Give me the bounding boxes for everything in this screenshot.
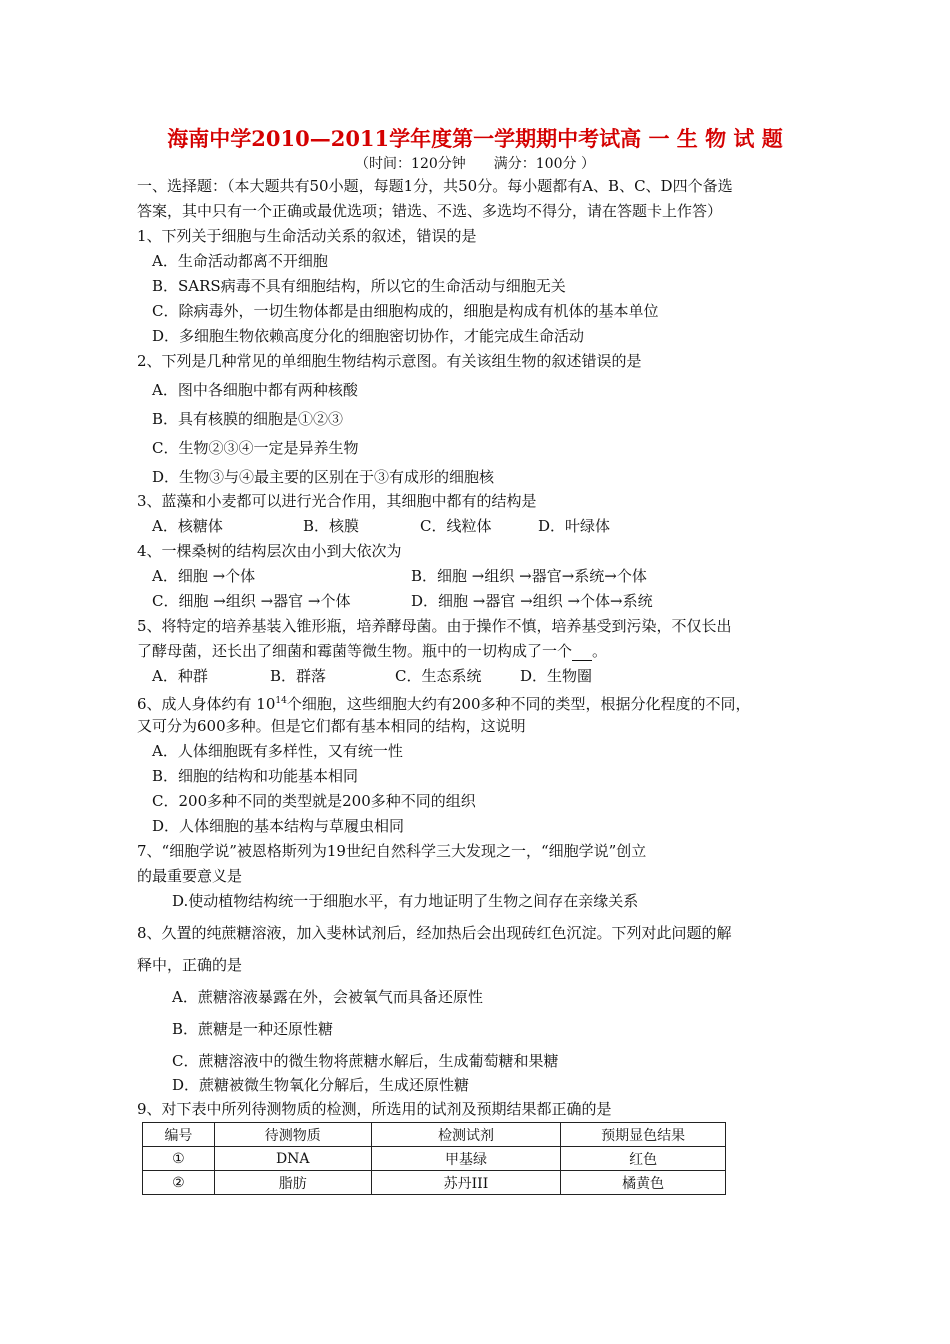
q8-stem-line2: 释中，正确的是: [137, 956, 243, 974]
q4-option-c: C．细胞 →组织 →器官 →个体: [152, 592, 351, 610]
q8-option-b: B．蔗糖是一种还原性糖: [172, 1020, 334, 1038]
table-row: [143, 1147, 726, 1171]
table-header-row: [143, 1123, 726, 1147]
q1-stem: 1、下列关于细胞与生命活动关系的叙述，错误的是: [137, 227, 477, 245]
q4-option-a: A．细胞 →个体: [152, 567, 256, 585]
q4-option-b: B．细胞 →组织 →器官→系统→个体: [411, 567, 647, 585]
q5-option-d: D．生物圈: [520, 667, 593, 685]
table-header-cell: 预期显色结果: [561, 1123, 726, 1147]
table-cell: 脂肪: [214, 1171, 371, 1195]
exam-title: 海南中学2010—2011学年度第一学期期中考试高 一 生 物 试 题: [167, 126, 783, 151]
q3-option-b: B．核膜: [303, 517, 360, 535]
q6-exponent: 14: [275, 696, 287, 706]
q6-option-b: B．细胞的结构和功能基本相同: [152, 767, 359, 785]
answer-blank: [572, 646, 592, 661]
q6-stem-pre: 6、成人身体约有 10: [137, 695, 276, 713]
q6-stem-line2: 又可分为600多种。但是它们都有基本相同的结构，这说明: [137, 717, 526, 735]
table-header-cell: 编号: [143, 1123, 215, 1147]
q7-stem-line2: 的最重要意义是: [137, 867, 243, 885]
q2-option-c: C．生物②③④一定是异养生物: [152, 439, 359, 457]
q5-stem-text: 了酵母菌，还长出了细菌和霉菌等微生物。瓶中的一切构成了一个: [137, 642, 573, 660]
table-cell: 橘黄色: [561, 1171, 726, 1195]
q8-option-c: C．蔗糖溶液中的微生物将蔗糖水解后，生成葡萄糖和果糖: [172, 1052, 559, 1070]
section-instructions-line1: 一、选择题：（本大题共有50小题，每题1分，共50分。每小题都有A、B、C、D四个备选: [137, 177, 733, 195]
q5-option-c: C．生态系统: [395, 667, 482, 685]
table-cell: ②: [143, 1171, 215, 1195]
q6-option-a: A．人体细胞既有多样性，又有统一性: [152, 742, 403, 760]
q5-stem-line2: [137, 641, 607, 661]
table-cell: DNA: [214, 1147, 371, 1171]
q8-option-d: D．蔗糖被微生物氧化分解后，生成还原性糖: [172, 1076, 470, 1094]
q8-stem-line1: 8、久置的纯蔗糖溶液，加入斐林试剂后，经加热后会出现砖红色沉淀。下列对此问题的解: [137, 924, 732, 942]
table-header-cell: 检测试剂: [371, 1123, 561, 1147]
q5-option-a: A．种群: [152, 667, 208, 685]
section-instructions-line2: 答案，其中只有一个正确或最优选项；错选、不选、多选均不得分，请在答题卡上作答）: [137, 202, 723, 220]
q5-stem-line1: 5、将特定的培养基装入锥形瓶，培养酵母菌。由于操作不慎，培养基受到污染，不仅长出: [137, 617, 732, 635]
q9-stem: 9、对下表中所列待测物质的检测，所选用的试剂及预期结果都正确的是: [137, 1100, 612, 1118]
table-cell: 苏丹III: [371, 1171, 561, 1195]
q3-option-a: A．核糖体: [152, 517, 223, 535]
table-cell: 红色: [561, 1147, 726, 1171]
q8-option-a: A．蔗糖溶液暴露在外，会被氧气而具备还原性: [172, 988, 483, 1006]
q7-stem-line1: 7、“细胞学说”被恩格斯列为19世纪自然科学三大发现之一，“细胞学说”创立: [137, 842, 647, 860]
table-header-cell: 待测物质: [214, 1123, 371, 1147]
q7-option-d: D.使动植物结构统一于细胞水平，有力地证明了生物之间存在亲缘关系: [172, 892, 639, 910]
q1-option-d: D．多细胞生物依赖高度分化的细胞密切协作，才能完成生命活动: [152, 327, 585, 345]
q6-option-c: C．200多种不同的类型就是200多种不同的组织: [152, 792, 476, 810]
q3-option-d: D．叶绿体: [538, 517, 611, 535]
q2-option-d: D．生物③与④最主要的区别在于③有成形的细胞核: [152, 468, 495, 486]
q2-option-a: A．图中各细胞中都有两种核酸: [152, 381, 358, 399]
q2-stem: 2、下列是几种常见的单细胞生物结构示意图。有关该组生物的叙述错误的是: [137, 352, 642, 370]
table-cell: ①: [143, 1147, 215, 1171]
q1-option-a: A．生命活动都离不开细胞: [152, 252, 328, 270]
q5-option-b: B．群落: [270, 667, 327, 685]
exam-subtitle: （时间：120分钟 满分：100分 ）: [355, 156, 595, 172]
q2-option-b: B．具有核膜的细胞是①②③: [152, 410, 344, 428]
q3-stem: 3、蓝藻和小麦都可以进行光合作用，其细胞中都有的结构是: [137, 492, 537, 510]
q1-option-c: C．除病毒外，一切生物体都是由细胞构成的，细胞是构成有机体的基本单位: [152, 302, 659, 320]
q6-stem-line1: [137, 691, 751, 714]
q3-option-c: C．线粒体: [420, 517, 492, 535]
table-row: [143, 1171, 726, 1195]
q6-option-d: D．人体细胞的基本结构与草履虫相同: [152, 817, 405, 835]
q9-table: [142, 1122, 726, 1195]
q5-stem-end: 。: [592, 642, 608, 660]
q4-option-d: D．细胞 →器官 →组织 →个体→系统: [411, 592, 653, 610]
q4-stem: 4、一棵桑树的结构层次由小到大依次为: [137, 542, 402, 560]
q1-option-b: B．SARS病毒不具有细胞结构，所以它的生命活动与细胞无关: [152, 277, 566, 295]
q6-stem-post: 个细胞，这些细胞大约有200多种不同的类型，根据分化程度的不同，: [286, 695, 751, 713]
table-cell: 甲基绿: [371, 1147, 561, 1171]
